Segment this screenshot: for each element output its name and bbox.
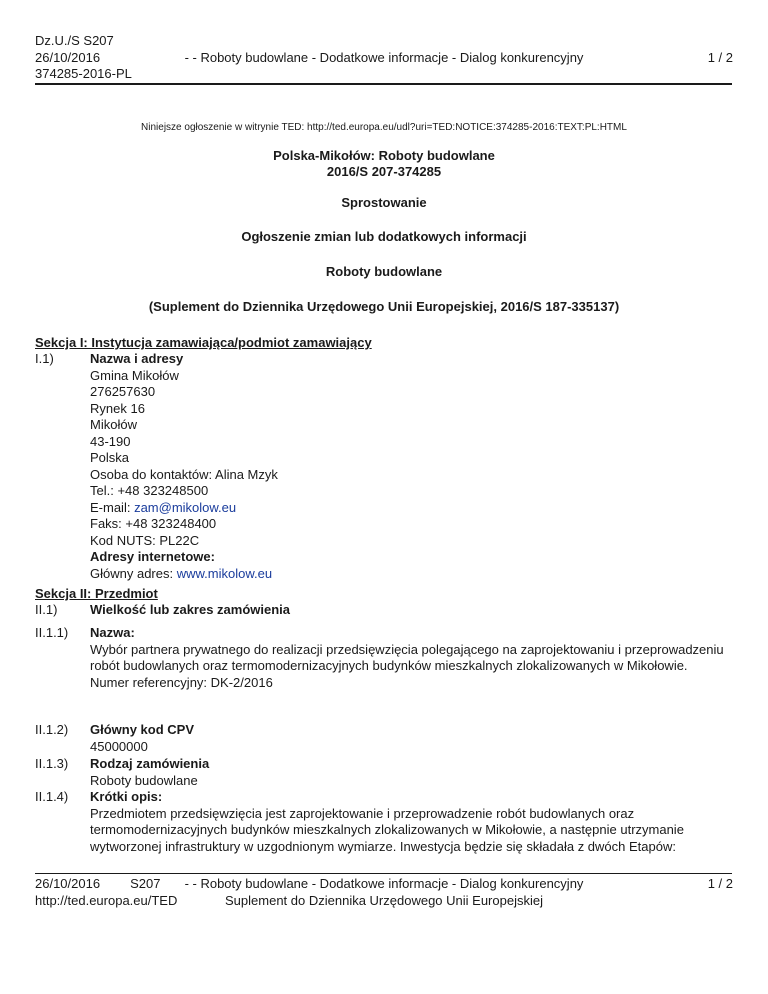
footer-subtitle: Suplement do Dziennika Urzędowego Unii Europejskiej [225, 892, 543, 908]
ii12-block [90, 722, 740, 755]
main-address-row [90, 566, 740, 583]
ii14-block [90, 789, 740, 855]
footer-rule [35, 873, 732, 874]
ii11-text: Wybór partnera prywatnego do realizacji przedsięwzięcia polegającego na zaprojektowaniu i przeprowadzeniu robót budowlanych oraz termomodernizacyjnych budynków mieszkalnych zlokalizowanych w Mikołowie. [90, 641, 724, 673]
section1-title: Sekcja I: Instytucja zamawiająca/podmiot zamawiający [35, 335, 372, 350]
type-heading: Roboty budowlane [325, 264, 443, 279]
header-title: - - Roboty budowlane - Dodatkowe informacje - Dialog konkurencyjny [184, 50, 584, 65]
title-line1: Polska-Mikołów: Roboty budowlane [273, 148, 495, 163]
address-line: Mikołów [90, 417, 137, 432]
footer-title: - - Roboty budowlane - Dodatkowe informacje - Dialog konkurencyjny [184, 876, 584, 891]
footer-date: 26/10/2016 [35, 876, 101, 891]
ii12-value: 45000000 [90, 738, 148, 754]
ii14-num: II.1.4) [35, 789, 69, 804]
ii11-block [90, 625, 740, 691]
address-block [90, 351, 740, 582]
ii1-num: II.1) [35, 602, 58, 617]
footer-center [0, 876, 768, 909]
address-line: 276257630 [90, 384, 156, 399]
i11-num: I.1) [35, 351, 54, 366]
header-page: 1 / 2 [707, 50, 733, 65]
address-line: Tel.: +48 323248500 [90, 483, 209, 498]
publication-date: 26/10/2016 [35, 49, 101, 65]
address-line: Rynek 16 [90, 400, 145, 416]
address-line: Gmina Mikołów [90, 367, 179, 383]
email-label: E-mail: [90, 499, 135, 515]
ii13-block [90, 756, 740, 789]
email-row [90, 500, 740, 517]
ii12-num: II.1.2) [35, 722, 69, 737]
ogloszenie-heading: Ogłoszenie zmian lub dodatkowych informacji [241, 229, 527, 244]
ii13-label: Rodzaj zamówienia [90, 756, 210, 771]
ii11-ref: Numer referencyjny: DK-2/2016 [90, 674, 273, 690]
journal-id: Dz.U./S S207 [35, 33, 114, 48]
address-line: Osoba do kontaktów: Alina Mzyk [90, 466, 278, 482]
address-line: 43-190 [90, 433, 131, 449]
header-rule [35, 83, 732, 85]
suplement-heading: (Suplement do Dziennika Urzędowego Unii Europejskiej, 2016/S 187-335137) [148, 299, 620, 314]
ii12-label: Główny kod CPV [90, 722, 195, 737]
email-link[interactable]: zam@mikolow.eu [134, 499, 237, 515]
footer-issue: S207 [130, 876, 161, 891]
i11-label: Nazwa i adresy [90, 351, 184, 366]
notice-ref: 374285-2016-PL [35, 66, 132, 81]
address-line: Polska [90, 450, 130, 465]
ii13-value: Roboty budowlane [90, 772, 198, 788]
nuts-line: Kod NUTS: PL22C [90, 532, 200, 548]
section2-title: Sekcja II: Przedmiot [35, 586, 158, 601]
ii1-label: Wielkość lub zakres zamówienia [90, 602, 291, 617]
ii14-text: Przedmiotem przedsięwzięcia jest zaprojektowanie i przeprowadzenie robót budowlanych oraz termomodernizacyjnych budynków mieszkalnych zlokalizowanych w Mikołowie, a następnie utrzymanie wytworzonej infrastruktury w uzgodnionym wymiarze. Inwestycja będzie się składała z dwóch Etapów: [90, 805, 684, 854]
ii11-num: II.1.1) [35, 625, 69, 640]
ted-notice-link[interactable]: Niniejsze ogłoszenie w witrynie TED: http://ted.europa.eu/udl?uri=TED:NOTICE:374285-2016:TEXT:PL:HTML [141, 122, 627, 133]
sprostowanie: Sprostowanie [341, 195, 427, 210]
footer-page: 1 / 2 [707, 876, 733, 891]
web-label: Adresy internetowe: [90, 549, 215, 564]
ii14-label: Krótki opis: [90, 789, 163, 804]
fax-line: Faks: +48 323248400 [90, 516, 217, 531]
ii13-num: II.1.3) [35, 756, 69, 771]
ii11-label: Nazwa: [90, 625, 135, 640]
footer-url[interactable]: http://ted.europa.eu/TED [35, 892, 178, 908]
title-line2: 2016/S 207-374285 [326, 164, 442, 179]
main-address-label: Główny adres: [90, 565, 177, 581]
main-address-link[interactable]: www.mikolow.eu [176, 565, 273, 581]
